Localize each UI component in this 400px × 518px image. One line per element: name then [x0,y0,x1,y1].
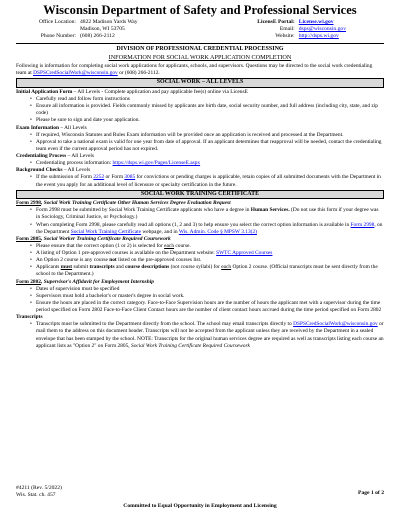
list-item: • Supervisors must hold a bachelor's or master's degree in social work. [30,293,384,300]
list-item: • Credentialing process information: https://dsps.wi.gov/Pages/LicenseE.aspx [30,160,384,167]
background-checks-list [30,174,384,188]
list-item: • If required, Wisconsin Statutes and Rules Exam information will be provided once an application is received and processed at the Department. [30,132,384,139]
form-2998-heading: Form 2998, Social Work Training Certificate Other Human Services Degree Evaluation Request [16,200,231,207]
transcripts-email-link[interactable]: DSPSCredSocialWork@wisconsin.gov [293,321,378,328]
portal-label: LicensE Portal: [257,19,295,26]
list-item: • Approval to take a national exam is valid for one year from date of approval. If an applicant determines that reapproval will be needed, contact the credentialing team even if the current approval period has not expired. [30,139,384,153]
form-2802-list [30,286,384,315]
list-item: • If the submission of Form 2252 or Form 3085 for convictions or pending charges is applicable, retain copies of all submitted documents with the Department in the event you apply for an additional level of licensure or specialty certification in the future. [30,174,384,188]
phone-label: Phone Number: [40,33,76,40]
exam-information-list [30,132,384,153]
list-item: • Ensure the hours are placed in the correct category. Face-to-Face Supervision hours are the number of hours the applicant met with a supervisor during the time period specified on Form 2802 Face-to-Face Client Contact hours are the number of client contact hours accrued during the time period specified on Form 2802 [30,300,384,314]
list-item: • Please be sure to sign and date your application. [30,117,384,124]
section-bar-all-levels: SOCIAL WORK – ALL LEVELS [16,78,384,88]
contact-block [16,19,384,40]
contact-right [237,19,384,40]
list-item: • A listing of Option 1 pre-approved courses is available on the Department website: SWTC Approved Courses [30,250,384,257]
swtc-webpage-link[interactable]: Social Work Training Certificate [70,228,142,235]
form-2802-heading: Form 2802, Supervisor's Affidavit for Employment Internship [16,278,154,285]
list-item: • When completing Form 2998, please carefully read all options (1, 2 and 3) to help ensure you select the correct option information is available in Form 2998, on the Department Social Work Training Certificate webpage, and in Wis. Admin. Code § MPSW 3.13(2) [30,222,384,236]
transcripts-heading: Transcripts [16,314,43,321]
page-footer [16,485,384,510]
header-rule [16,43,384,44]
form-number: #4211 (Rev. 5/2022) [16,484,62,491]
contact-left [16,19,138,40]
section-bar-training-certificate: SOCIAL WORK TRAINING CERTIFICATE [16,190,384,200]
form-3085-link[interactable]: 3085 [124,174,136,181]
credentialing-link[interactable]: https://dsps.wi.gov/Pages/LicenseE.aspx [112,160,201,167]
transcripts-list [30,321,384,350]
background-checks-heading: Background Checks – All Levels [16,167,91,174]
list-item: • Dates of supervision must be specified [30,286,384,293]
form-title: INFORMATION FOR SOCIAL WORK APPLICATION COMPLETION [108,53,292,61]
exam-information-heading: Exam Information – All Levels [16,124,87,131]
list-item: • Applicants must submit transcripts and course descriptions (not course syllabi) for each Option 2 course. (Official transcripts must be sent directly from the school to the Department.) [30,264,384,278]
email-label: Email: [279,26,295,33]
credentialing-process-heading: Credentialing Process – All Levels [16,153,94,160]
phone-number: (608) 266-2112 [80,33,115,40]
form-2805-list [30,243,384,279]
list-item: • Please ensure that the correct option (1 or 2) is selected for each course. [30,243,384,250]
list-item: • Carefully read and follow form instructions [30,96,384,103]
email-link[interactable]: dsps@wisconsin.gov [298,26,346,33]
admin-code-link[interactable]: Wis. Admin. Code § MPSW 3.13(2) [178,228,257,235]
office-line2: Madison, WI 53705 [80,26,125,33]
list-item: • Ensure all information is provided. Fields commonly missed by applicants are birth date, social security number, and full address (including city, state, and zip code) [30,103,384,117]
list-item: • Transcripts must be submitted to the Department directly from the school. The school may email transcripts directly to DSPSCredSocialWork@wisconsin.gov or mail them to the address on this document header. Transcripts will not be accepted from the applicant unless they are received by the Department in a sealed envelope that has been stamped by the school. NOTE: Transcripts for the original human services degree are required as well as transcripts listing each course an applicant lists as "Option 2" on Form 2805, Social Work Training Certificate Required Coursework [30,321,384,350]
office-label: Office Location: [38,19,76,26]
statute-reference: Wis. Stat. ch. 457 [16,492,56,499]
portal-link[interactable]: License.wi.gov [298,19,334,26]
intro-paragraph: Following is information for completing social work applications for applicants, schools, and supervisors. Questions may be directed to the social work credentialing team at DSPSCredSocialWork@wisconsin.gov or (608) 266-2112. [16,63,373,77]
form-2252-link[interactable]: 2252 [93,174,105,181]
website-label: Website: [275,33,295,40]
division-title: DIVISION OF PROFESSIONAL CREDENTIAL PROCESSING [116,46,284,53]
initial-application-heading: Initial Application Form – All Levels - Complete application and pay applicable fee(s) online via LicensE [16,88,248,95]
office-line1: 4822 Madison Yards Way [80,19,138,26]
form-2998-list [30,207,384,236]
form-2805-heading: Form 2805, Social Worker Training Certificate Required Coursework [16,235,171,242]
intro-email-link[interactable]: DSPSCredSocialWork@wisconsin.gov [33,70,118,77]
credentialing-process-list [30,160,384,167]
swtc-approved-courses-link[interactable]: SWTC Approved Courses [216,250,273,257]
page-number: Page 1 of 2 [358,489,384,496]
eeo-statement: Committed to Equal Opportunity in Employment and Licensing [123,502,277,509]
agency-name: Wisconsin Department of Safety and Professional Services [43,3,357,17]
website-link[interactable]: http://dsps.wi.gov [298,33,339,40]
initial-application-list [30,96,384,125]
list-item: • Form 2998 must be submitted by Social Work Training Certificate applicants who have a degree in Human Services. (Do not use this form if your degree was in Sociology, Criminal Justice, or Psychology.) [30,207,384,221]
list-item: • An Option 2 course is any course not listed on the pre-approved courses list. [30,257,384,264]
form-2998-link[interactable]: Form 2998 [350,221,375,228]
